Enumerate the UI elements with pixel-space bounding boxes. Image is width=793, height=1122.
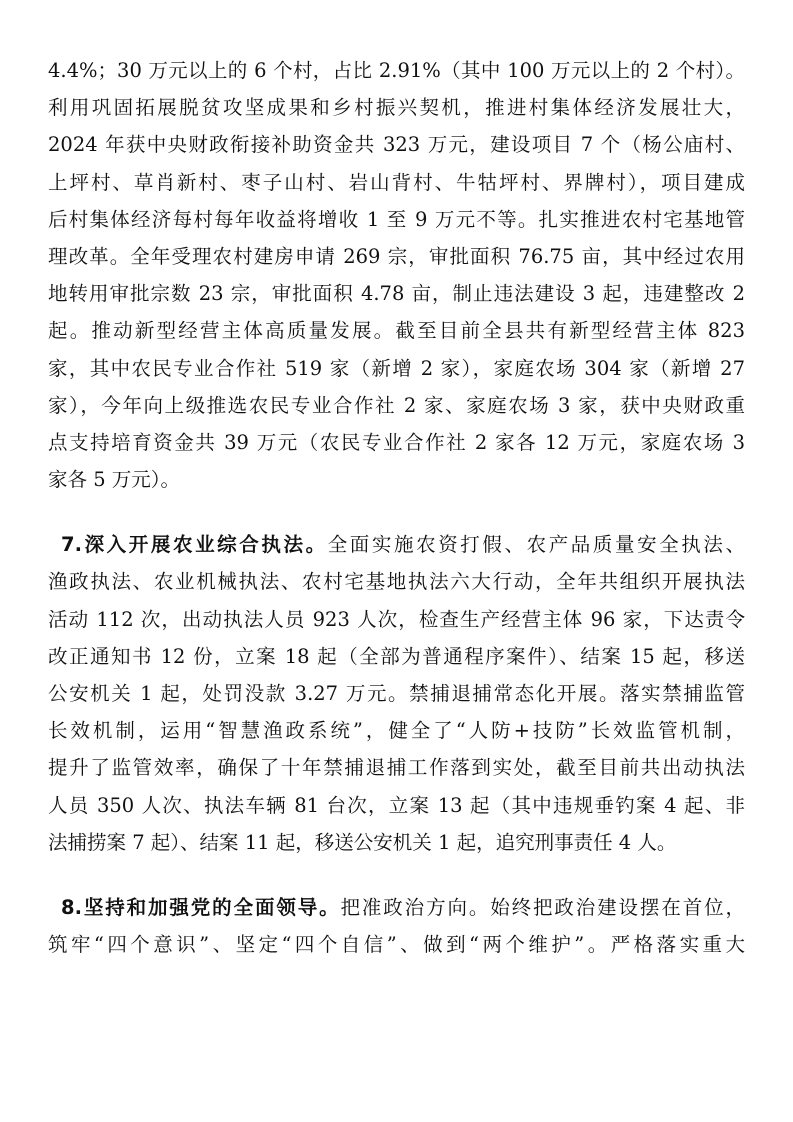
paragraph-gap <box>48 861 745 889</box>
document-page <box>48 52 745 963</box>
section-heading: 7.深入开展农业综合执法。 <box>61 533 328 557</box>
paragraph-line: 上坪村、草肖新村、枣子山村、岩山背村、牛牯坪村、界牌村），项目建成 <box>48 170 745 194</box>
paragraph-line: 地转用审批宗数 23 宗，审批面积 4.78 亩，制止违法建设 3 起，违建整改 2 <box>48 282 745 306</box>
paragraph-line: 人员 350 人次、执法车辆 81 台次，立案 13 起（其中违规垂钓案 4 起、非 <box>48 793 745 817</box>
paragraph-line: 渔政执法、农业机械执法、农村宅基地执法六大行动，全年共组织开展执法 <box>48 570 745 594</box>
paragraph-line: 家，其中农民专业合作社 519 家（新增 2 家），家庭农场 304 家（新增 27 <box>48 356 745 380</box>
paragraph-line: 改正通知书 12 份，立案 18 起（全部为普通程序案件）、结案 15 起，移送 <box>48 644 745 668</box>
paragraph-line: 法捕捞案 7 起）、结案 11 起，移送公安机关 1 起，追究刑事责任 4 人。 <box>48 830 677 854</box>
paragraph-line <box>48 889 745 926</box>
paragraph-text: 全面实施农资打假、农产品质量安全执法、 <box>327 533 745 557</box>
paragraph-line: 公安机关 1 起，处罚没款 3.27 万元。禁捕退捕常态化开展。落实禁捕监管 <box>48 682 745 705</box>
paragraph-line: 点支持培育资金共 39 万元（农民专业合作社 2 家各 12 万元，家庭农场 3 <box>48 430 745 454</box>
paragraph-line: 2024 年获中央财政衔接补助资金共 323 万元，建设项目 7 个（杨公庙村、 <box>48 133 745 157</box>
paragraph-2 <box>48 526 745 861</box>
paragraph-line: 筑牢“四个意识”、坚定“四个自信”、做到“两个维护”。严格落实重大 <box>48 933 745 957</box>
paragraph-line: 长效机制，运用“智慧渔政系统”，健全了“人防+技防”长效监管机制， <box>48 719 745 743</box>
paragraph-text: 把准政治方向。始终把政治建设摆在首位， <box>340 895 745 919</box>
paragraph-line: 理改革。全年受理农村建房申请 269 宗，审批面积 76.75 亩，其中经过农用 <box>48 244 745 268</box>
paragraph-line: 起。推动新型经营主体高质量发展。截至目前全县共有新型经营主体 823 <box>48 319 745 343</box>
section-heading: 8.坚持和加强党的全面领导。 <box>61 895 341 919</box>
paragraph-line: 家各 5 万元）。 <box>48 468 181 492</box>
paragraph-gap <box>48 498 745 526</box>
paragraph-line <box>48 526 745 563</box>
paragraph-1 <box>48 52 745 498</box>
paragraph-line: 4.4%；30 万元以上的 6 个村，占比 2.91%（其中 100 万元以上的 2 个村）。 <box>48 59 745 82</box>
paragraph-line: 利用巩固拓展脱贫攻坚成果和乡村振兴契机，推进村集体经济发展壮大， <box>48 96 745 120</box>
paragraph-line: 提升了监管效率，确保了十年禁捕退捕工作落到实处，截至目前共出动执法 <box>48 756 745 780</box>
paragraph-line: 后村集体经济每村每年收益将增收 1 至 9 万元不等。扎实推进农村宅基地管 <box>48 207 745 231</box>
paragraph-line: 家），今年向上级推选农民专业合作社 2 家、家庭农场 3 家，获中央财政重 <box>48 393 745 417</box>
paragraph-line: 活动 112 次，出动执法人员 923 人次，检查生产经营主体 96 家，下达责令 <box>48 607 745 631</box>
paragraph-3 <box>48 889 745 963</box>
